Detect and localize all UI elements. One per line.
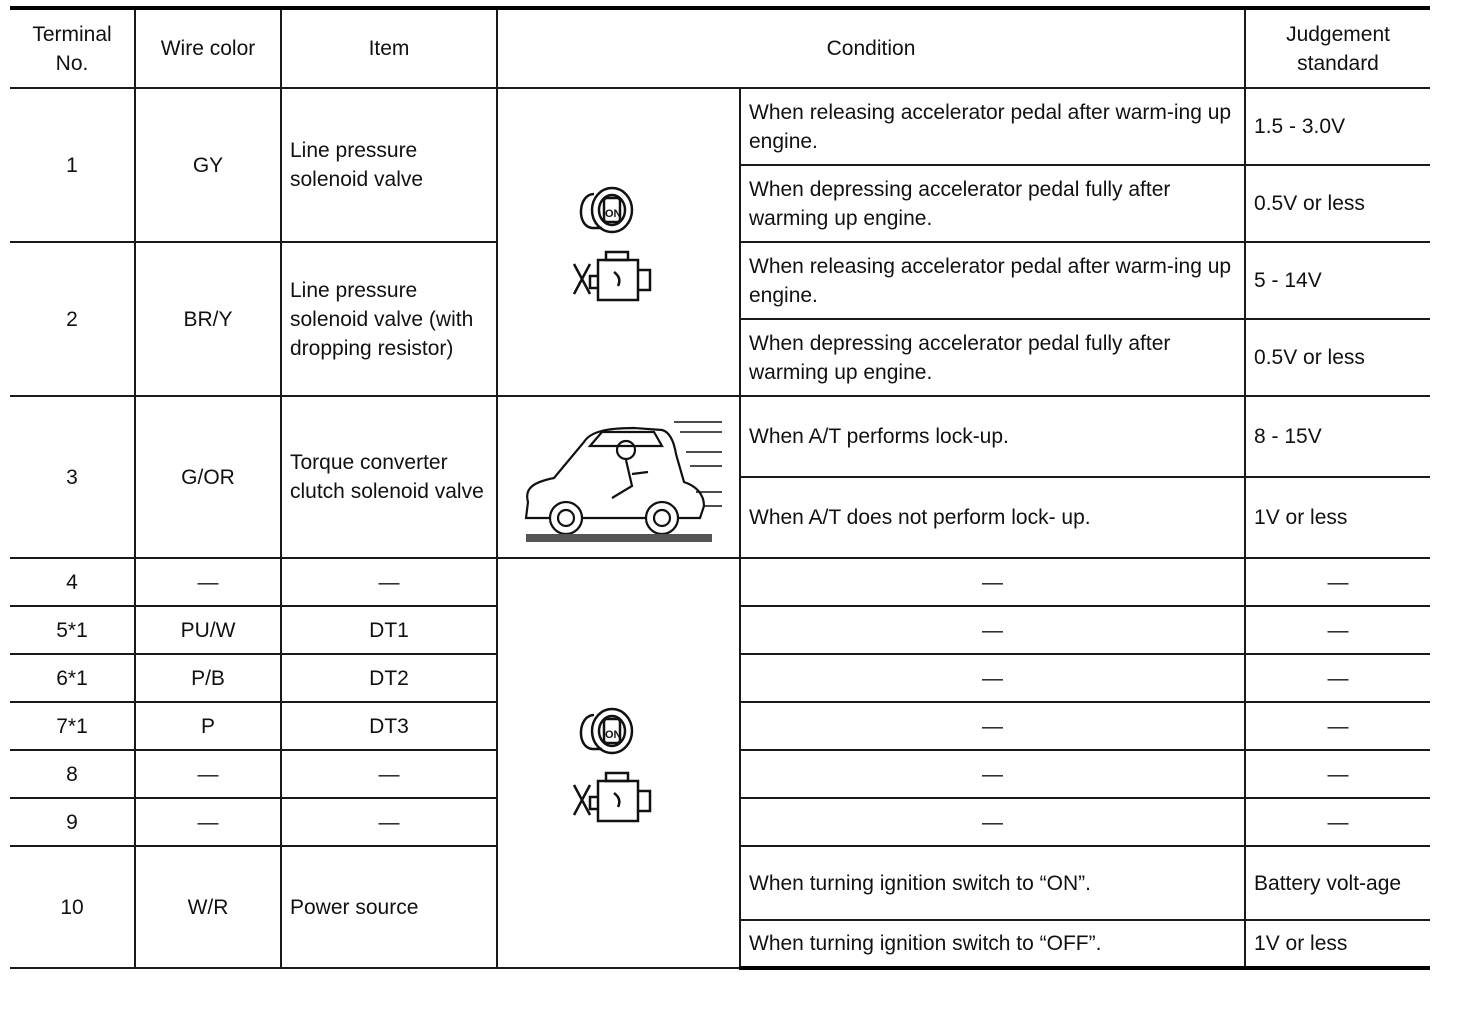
condition-text: When depressing accelerator pedal fully after warming up engine. [740,165,1245,242]
condition-text: When releasing accelerator pedal after warm-ing up engine. [740,242,1245,319]
header-row [10,8,1430,88]
condition-icons [497,558,740,968]
item-name: — [281,750,497,798]
judgement-value: 5 - 14V [1245,242,1430,319]
judgement-value: 0.5V or less [1245,319,1430,396]
svg-text:ON: ON [604,208,621,220]
terminal-number: 8 [10,750,135,798]
condition-text: — [740,558,1245,606]
ignition-key-on-icon [564,693,674,833]
wire-color: W/R [135,846,281,968]
wire-color: GY [135,88,281,242]
header-terminal: Terminal No. [10,8,135,88]
item-name: Torque converter clutch solenoid valve [281,396,497,558]
terminal-spec-table [10,6,1430,970]
condition-text: — [740,750,1245,798]
wire-color: — [135,750,281,798]
wire-color: PU/W [135,606,281,654]
terminal-number: 10 [10,846,135,968]
condition-text: When depressing accelerator pedal fully after warming up engine. [740,319,1245,396]
table-row [10,558,1430,606]
engine-running-icon [574,773,650,821]
condition-text: — [740,798,1245,846]
wire-color: P [135,702,281,750]
wire-color: P/B [135,654,281,702]
item-name: DT2 [281,654,497,702]
judgement-value: — [1245,798,1430,846]
item-name: — [281,798,497,846]
table-row [10,88,1430,165]
item-name: — [281,558,497,606]
terminal-number: 4 [10,558,135,606]
wire-color: BR/Y [135,242,281,396]
table-row [10,396,1430,477]
judgement-value: 1V or less [1245,477,1430,558]
header-condition: Condition [497,8,1245,88]
judgement-value: — [1245,606,1430,654]
terminal-number: 3 [10,396,135,558]
engine-running-icon [574,252,650,300]
condition-text: — [740,702,1245,750]
judgement-value: 1.5 - 3.0V [1245,88,1430,165]
condition-text: When A/T does not perform lock- up. [740,477,1245,558]
condition-icons [497,396,740,558]
condition-text: When turning ignition switch to “ON”. [740,846,1245,920]
item-name: DT1 [281,606,497,654]
terminal-number: 2 [10,242,135,396]
judgement-value: Battery volt-age [1245,846,1430,920]
terminal-number: 7*1 [10,702,135,750]
item-name: DT3 [281,702,497,750]
terminal-number: 1 [10,88,135,242]
svg-text:ON: ON [604,729,621,741]
condition-text: — [740,606,1245,654]
judgement-value: 0.5V or less [1245,165,1430,242]
vehicle-driving-icon [514,402,724,552]
condition-text: When releasing accelerator pedal after warm-ing up engine. [740,88,1245,165]
header-item: Item [281,8,497,88]
item-name: Line pressure solenoid valve [281,88,497,242]
judgement-value: — [1245,750,1430,798]
wire-color: — [135,558,281,606]
condition-text: When A/T performs lock-up. [740,396,1245,477]
item-name: Line pressure solenoid valve (with dropping resistor) [281,242,497,396]
terminal-number: 9 [10,798,135,846]
judgement-value: 8 - 15V [1245,396,1430,477]
judgement-value: 1V or less [1245,920,1430,968]
item-name: Power source [281,846,497,968]
condition-text: — [740,654,1245,702]
header-wire-color: Wire color [135,8,281,88]
wire-color: G/OR [135,396,281,558]
condition-icons [497,88,740,396]
header-judgement: Judgement standard [1245,8,1430,88]
judgement-value: — [1245,654,1430,702]
terminal-number: 6*1 [10,654,135,702]
judgement-value: — [1245,558,1430,606]
condition-text: When turning ignition switch to “OFF”. [740,920,1245,968]
terminal-number: 5*1 [10,606,135,654]
wire-color: — [135,798,281,846]
ignition-key-on-icon [564,172,674,312]
judgement-value: — [1245,702,1430,750]
